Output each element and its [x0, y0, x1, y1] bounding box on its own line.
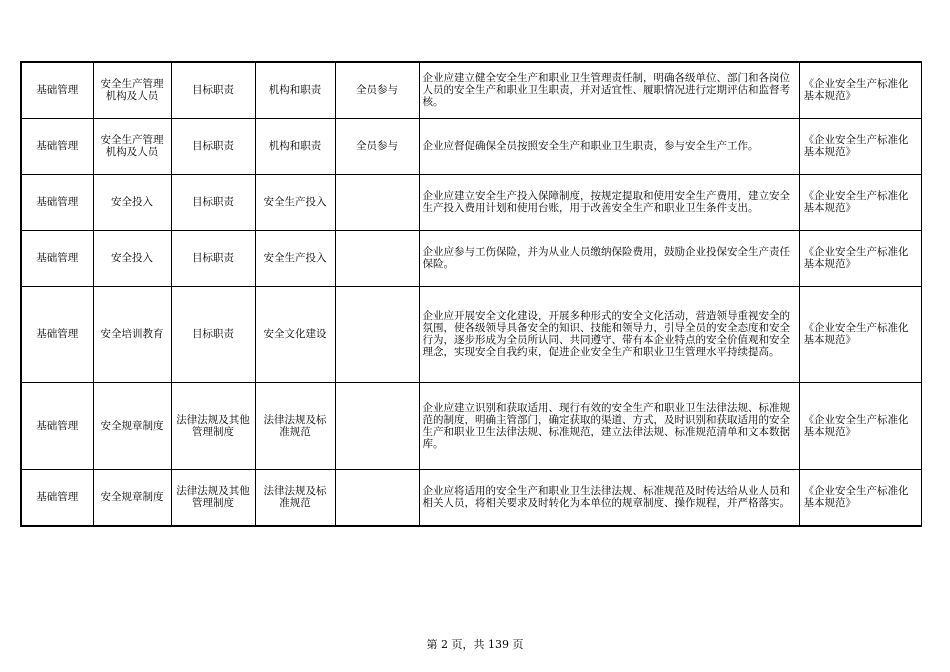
element-cell: 安全生产管理机构及人员: [93, 118, 171, 174]
sub-item-cell: 安全文化建设: [255, 286, 335, 382]
requirement-cell: 企业应督促确保全员按照安全生产和职业卫生职责，参与安全生产工作。: [419, 118, 799, 174]
category-cell: 基础管理: [21, 230, 93, 286]
category-cell: 基础管理: [21, 286, 93, 382]
basis-cell: 《企业安全生产标准化基本规范》: [799, 382, 921, 469]
requirement-cell: 企业应建立健全安全生产和职业卫生管理责任制，明确各级单位、部门和各岗位人员的安全生产和职业卫生职责，并对适宜性、履职情况进行定期评估和监督考核。: [419, 62, 799, 118]
item-cell: 法律法规及其他管理制度: [171, 469, 255, 526]
table-row: [21, 118, 921, 174]
requirement-cell: 企业应开展安全文化建设，开展多种形式的安全文化活动，营造领导重视安全的氛围，使各级领导具备安全的知识、技能和领导力，引导全员的安全态度和安全行为，逐步形成为全员所认同、共同遵守、带有本企业特点的安全价值观和安全理念，实现安全自我约束，促进企业安全生产和职业卫生管理水平持续提高。: [419, 286, 799, 382]
detail-cell: [335, 382, 419, 469]
item-cell: 法律法规及其他管理制度: [171, 382, 255, 469]
basis-cell: 《企业安全生产标准化基本规范》: [799, 174, 921, 230]
table-row: [21, 230, 921, 286]
basis-cell: 《企业安全生产标准化基本规范》: [799, 62, 921, 118]
detail-cell: [335, 469, 419, 526]
standards-table: [20, 61, 922, 527]
table-row: [21, 174, 921, 230]
table-row: [21, 382, 921, 469]
element-cell: 安全投入: [93, 230, 171, 286]
sub-item-cell: 安全生产投入: [255, 230, 335, 286]
sub-item-cell: 法律法规及标准规范: [255, 469, 335, 526]
detail-cell: [335, 286, 419, 382]
table-row: [21, 62, 921, 118]
detail-cell: 全员参与: [335, 62, 419, 118]
requirement-cell: 企业应建立安全生产投入保障制度，按规定提取和使用安全生产费用，建立安全生产投入费用计划和使用台账，用于改善安全生产和职业卫生条件支出。: [419, 174, 799, 230]
element-cell: 安全规章制度: [93, 469, 171, 526]
detail-cell: 全员参与: [335, 118, 419, 174]
detail-cell: [335, 230, 419, 286]
basis-cell: 《企业安全生产标准化基本规范》: [799, 469, 921, 526]
item-cell: 目标职责: [171, 286, 255, 382]
item-cell: 目标职责: [171, 174, 255, 230]
sub-item-cell: 法律法规及标准规范: [255, 382, 335, 469]
table-row: [21, 469, 921, 526]
category-cell: 基础管理: [21, 62, 93, 118]
category-cell: 基础管理: [21, 174, 93, 230]
table-body: [21, 62, 921, 526]
sub-item-cell: 机构和职责: [255, 118, 335, 174]
table-row: [21, 286, 921, 382]
basis-cell: 《企业安全生产标准化基本规范》: [799, 230, 921, 286]
element-cell: 安全规章制度: [93, 382, 171, 469]
requirement-cell: 企业应将适用的安全生产和职业卫生法律法规、标准规范及时传达给从业人员和相关人员，将相关要求及时转化为本单位的规章制度、操作规程，并严格落实。: [419, 469, 799, 526]
element-cell: 安全培训教育: [93, 286, 171, 382]
requirement-cell: 企业应参与工伤保险，并为从业人员缴纳保险费用，鼓励企业投保安全生产责任保险。: [419, 230, 799, 286]
page-number: 第 2 页，共 139 页: [426, 638, 524, 651]
element-cell: 安全生产管理机构及人员: [93, 62, 171, 118]
item-cell: 目标职责: [171, 230, 255, 286]
basis-cell: 《企业安全生产标准化基本规范》: [799, 286, 921, 382]
requirement-cell: 企业应建立识别和获取适用、现行有效的安全生产和职业卫生法律法规、标准规范的制度，明确主管部门，确定获取的渠道、方式，及时识别和获取适用的安全生产和职业卫生法律法规、标准规范，建立法律法规、标准规范清单和文本数据库。: [419, 382, 799, 469]
category-cell: 基础管理: [21, 118, 93, 174]
item-cell: 目标职责: [171, 118, 255, 174]
sub-item-cell: 机构和职责: [255, 62, 335, 118]
sub-item-cell: 安全生产投入: [255, 174, 335, 230]
category-cell: 基础管理: [21, 469, 93, 526]
basis-cell: 《企业安全生产标准化基本规范》: [799, 118, 921, 174]
element-cell: 安全投入: [93, 174, 171, 230]
item-cell: 目标职责: [171, 62, 255, 118]
category-cell: 基础管理: [21, 382, 93, 469]
detail-cell: [335, 174, 419, 230]
